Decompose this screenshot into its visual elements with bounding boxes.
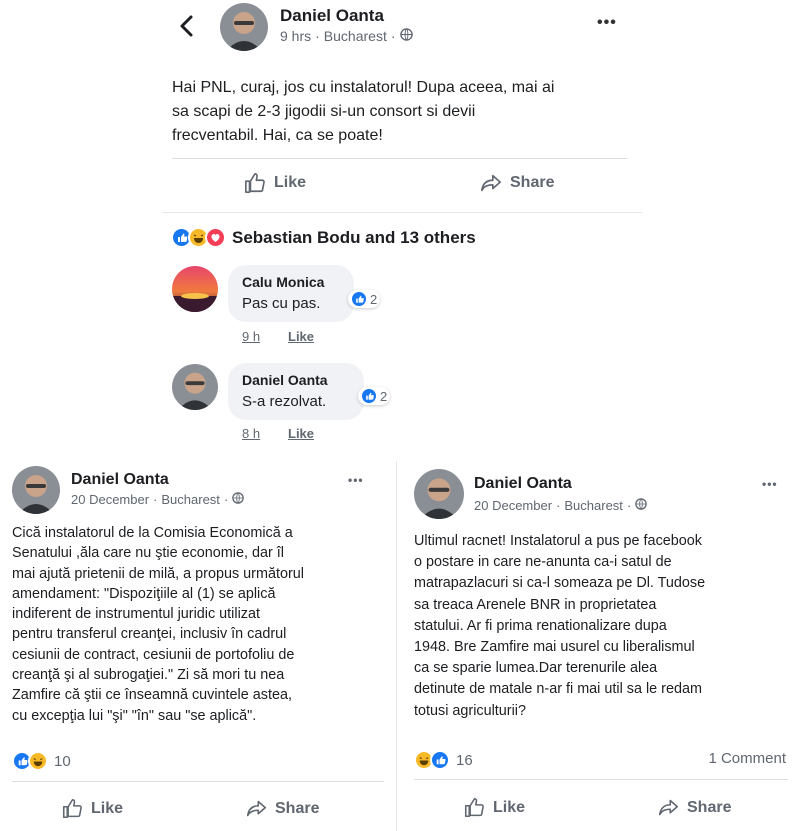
like-label: Like <box>493 798 526 816</box>
commenter-avatar[interactable] <box>172 266 218 312</box>
reactions-summary[interactable] <box>12 751 71 771</box>
post-time[interactable]: 20 December <box>71 492 150 507</box>
post-meta: 20 December · Bucharest · <box>71 492 244 507</box>
share-arrow-icon <box>658 797 679 818</box>
comment-author[interactable]: Daniel Oanta <box>242 372 328 388</box>
like-button[interactable] <box>464 797 525 818</box>
like-reaction-icon <box>361 388 377 404</box>
comment-time[interactable]: 9 h <box>242 329 261 344</box>
post-author[interactable]: Daniel Oanta <box>474 475 572 492</box>
haha-reaction-icon <box>28 751 48 771</box>
share-label: Share <box>510 174 555 191</box>
post-meta: 20 December · Bucharest · <box>474 498 647 513</box>
globe-icon <box>635 498 647 513</box>
share-button[interactable] <box>246 798 319 819</box>
like-button[interactable] <box>244 172 306 194</box>
like-thumb-icon <box>62 798 83 819</box>
more-options-icon[interactable]: ••• <box>762 477 778 491</box>
reaction-count: 16 <box>456 751 473 769</box>
share-arrow-icon <box>246 798 267 819</box>
comment-reactions[interactable] <box>358 387 390 405</box>
post-time[interactable]: 9 hrs <box>280 28 312 44</box>
post-text: Hai PNL, curaj, jos cu instalatorul! Dupa aceea, mai ai sa scapi de 2-3 jigodii si-un consort si devii frecventabil. Hai, ca se poate! <box>172 79 555 144</box>
divider <box>414 779 788 780</box>
avatar[interactable] <box>12 466 60 514</box>
post-text: Cică instalatorul de la Comisia Economică a Senatului ,ăla care nu ştie economie, dar îl mai ajută prietenii de milă, a propus următorul amendament: "Dispoziţiile al (1) se aplică indiferent de instrumentul juridic utilizat pentru transferul creanţei, inclusiv în cadrul cesiunii de contract, cesiunii de portofoliu de creanţă şi al subrogaţiei." Zi să mori tu nea Zamfire că ştii ce înseamnă cuvintele astea, cu excepţia lui "şi" "în" sau "se aplică". <box>12 525 304 724</box>
comment-bubble <box>228 265 354 322</box>
comment-like-link[interactable]: Like <box>288 426 315 441</box>
post-author[interactable]: Daniel Oanta <box>280 6 384 25</box>
comment-text: Pas cu pas. <box>242 295 321 312</box>
reactions-summary[interactable] <box>171 227 476 248</box>
love-reaction-icon <box>205 227 226 248</box>
reactions-summary[interactable] <box>414 750 473 770</box>
avatar[interactable] <box>414 469 464 519</box>
globe-icon <box>400 28 413 44</box>
post-meta: 9 hrs · Bucharest · <box>280 28 413 44</box>
divider <box>172 158 627 159</box>
share-arrow-icon <box>480 172 502 194</box>
comment-bubble <box>228 363 364 420</box>
share-button[interactable] <box>658 797 731 818</box>
comment-like-link[interactable]: Like <box>288 329 315 344</box>
post-top <box>162 0 642 455</box>
more-options-icon[interactable]: ••• <box>597 14 617 31</box>
globe-icon <box>232 492 244 507</box>
post-location[interactable]: Bucharest <box>564 498 623 513</box>
share-label: Share <box>275 799 320 817</box>
like-reaction-icon <box>430 750 450 770</box>
comment-text: S-a rezolvat. <box>242 393 327 410</box>
post-location[interactable]: Bucharest <box>323 28 387 44</box>
reaction-count: 10 <box>54 752 71 770</box>
commenter-avatar[interactable] <box>172 364 218 410</box>
comment-reaction-count: 2 <box>370 291 378 307</box>
reactions-text[interactable]: Sebastian Bodu and 13 others <box>232 227 476 247</box>
like-reaction-icon <box>351 291 367 307</box>
post-right <box>402 455 800 831</box>
share-button[interactable] <box>480 172 554 194</box>
post-text: Ultimul racnet! Instalatorul a pus pe facebook o postare in care ne-anunta ca-i satul de matrapazlacuri si ca-l someaza pe Dl. Tudose sa treaca Arenele BNR in proprietatea statului. Ar fi prima renationalizare dupa 1948. Bre Zamfire mai usurel cu liberalismul ca se sparie lumea.Dar terenurile alea detinute de matale n-ar fi mai util sa le redam totusi agriculturii? <box>414 533 706 719</box>
back-arrow-icon[interactable] <box>177 14 197 38</box>
comment-reaction-count: 2 <box>380 388 388 404</box>
like-thumb-icon <box>464 797 485 818</box>
share-label: Share <box>687 798 732 816</box>
like-thumb-icon <box>244 172 266 194</box>
like-label: Like <box>274 174 307 191</box>
divider <box>12 781 384 782</box>
like-button[interactable] <box>62 798 123 819</box>
like-label: Like <box>91 799 124 817</box>
comment-author[interactable]: Calu Monica <box>242 274 325 290</box>
post-author[interactable]: Daniel Oanta <box>71 471 169 488</box>
comment-reactions[interactable] <box>348 290 380 308</box>
post-left <box>0 461 397 831</box>
comment-time[interactable]: 8 h <box>242 426 261 441</box>
post-location[interactable]: Bucharest <box>161 492 220 507</box>
more-options-icon[interactable]: ••• <box>348 473 364 487</box>
comments-count[interactable]: 1 Comment <box>708 750 786 767</box>
avatar[interactable] <box>220 3 268 51</box>
divider <box>162 212 642 213</box>
post-time[interactable]: 20 December <box>474 498 553 513</box>
